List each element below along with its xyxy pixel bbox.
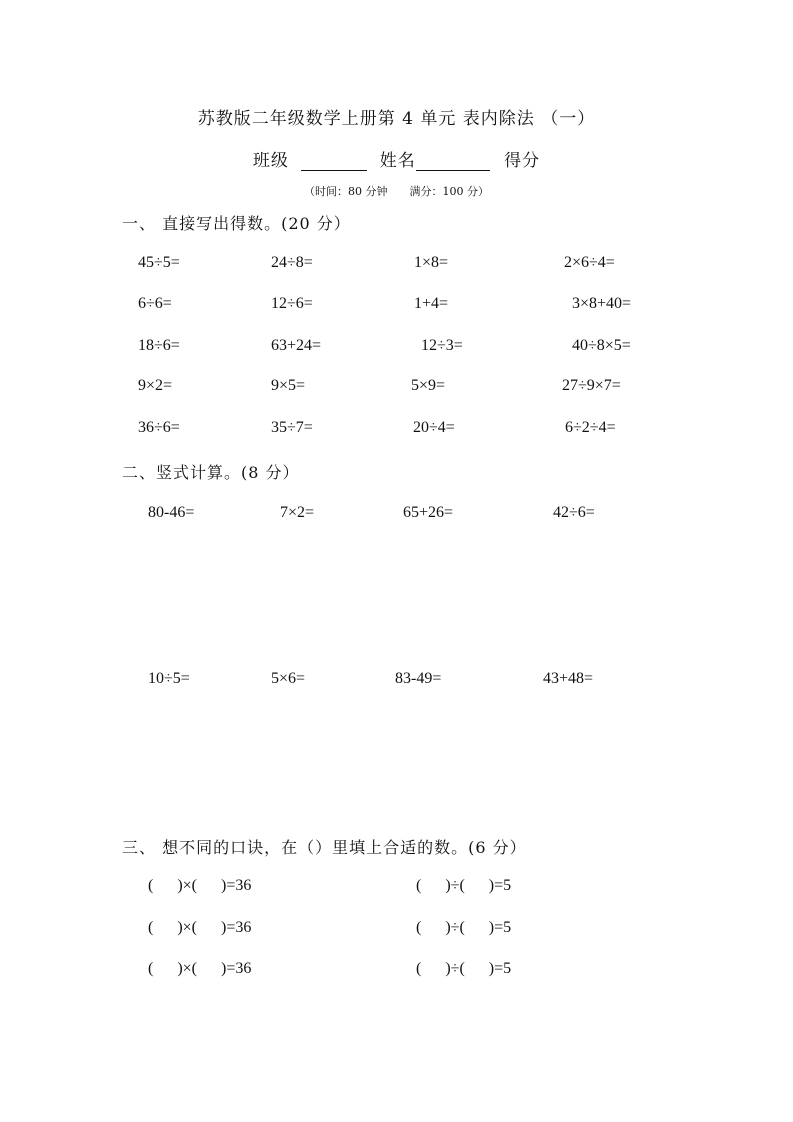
problem: 6÷6= [138, 295, 172, 312]
problem: 12÷3= [421, 337, 463, 354]
problem: 63+24= [271, 337, 322, 354]
problem: 80-46= [148, 504, 195, 521]
full-score-note: 满分：100 分） [409, 185, 489, 198]
problem: 42÷6= [553, 504, 595, 521]
section1-heading: 一、 直接写出得数。(20 分） [122, 214, 351, 233]
problem: 83-49= [395, 670, 442, 687]
problem: 18÷6= [138, 337, 180, 354]
problem: 27÷9×7= [562, 377, 621, 394]
problem: 1×8= [414, 254, 449, 271]
class-blank[interactable] [301, 152, 367, 171]
name-label: 姓名 [379, 151, 416, 171]
fill-blank-problem: ( )÷( )=5 [416, 919, 512, 936]
problem: 43+48= [543, 670, 594, 687]
problem: 5×6= [271, 670, 306, 687]
problem: 10÷5= [148, 670, 190, 687]
fill-blank-problem: ( )×( )=36 [148, 919, 252, 936]
page-title: 苏教版二年级数学上册第 4 单元 表内除法 （一） [197, 109, 596, 129]
fill-blank-problem: ( )÷( )=5 [416, 877, 512, 894]
name-blank[interactable] [416, 152, 490, 171]
fill-blank-problem: ( )÷( )=5 [416, 960, 512, 977]
section3-heading: 三、 想不同的口诀，在（）里填上合适的数。(6 分） [122, 838, 527, 857]
problem: 1+4= [414, 295, 449, 312]
problem: 12÷6= [271, 295, 313, 312]
score-label: 得分 [504, 151, 541, 171]
section2-heading: 二、竖式计算。(8 分） [122, 463, 300, 482]
problem: 35÷7= [271, 419, 313, 436]
problem: 45÷5= [138, 254, 180, 271]
problem: 20÷4= [413, 419, 455, 436]
problem: 40÷8×5= [572, 337, 631, 354]
problem: 9×5= [271, 377, 306, 394]
problem: 2×6÷4= [564, 254, 615, 271]
problem: 7×2= [280, 504, 315, 521]
problem: 24÷8= [271, 254, 313, 271]
class-label: 班级 [252, 151, 289, 171]
problem: 65+26= [403, 504, 454, 521]
fill-blank-problem: ( )×( )=36 [148, 960, 252, 977]
time-note: （时间：80 分钟 [304, 185, 388, 198]
fill-blank-problem: ( )×( )=36 [148, 877, 252, 894]
problem: 9×2= [138, 377, 173, 394]
problem: 6÷2÷4= [565, 419, 616, 436]
problem: 36÷6= [138, 419, 180, 436]
problem: 3×8+40= [572, 295, 632, 312]
student-info-line [0, 146, 793, 171]
exam-note [0, 183, 793, 199]
problem: 5×9= [411, 377, 446, 394]
